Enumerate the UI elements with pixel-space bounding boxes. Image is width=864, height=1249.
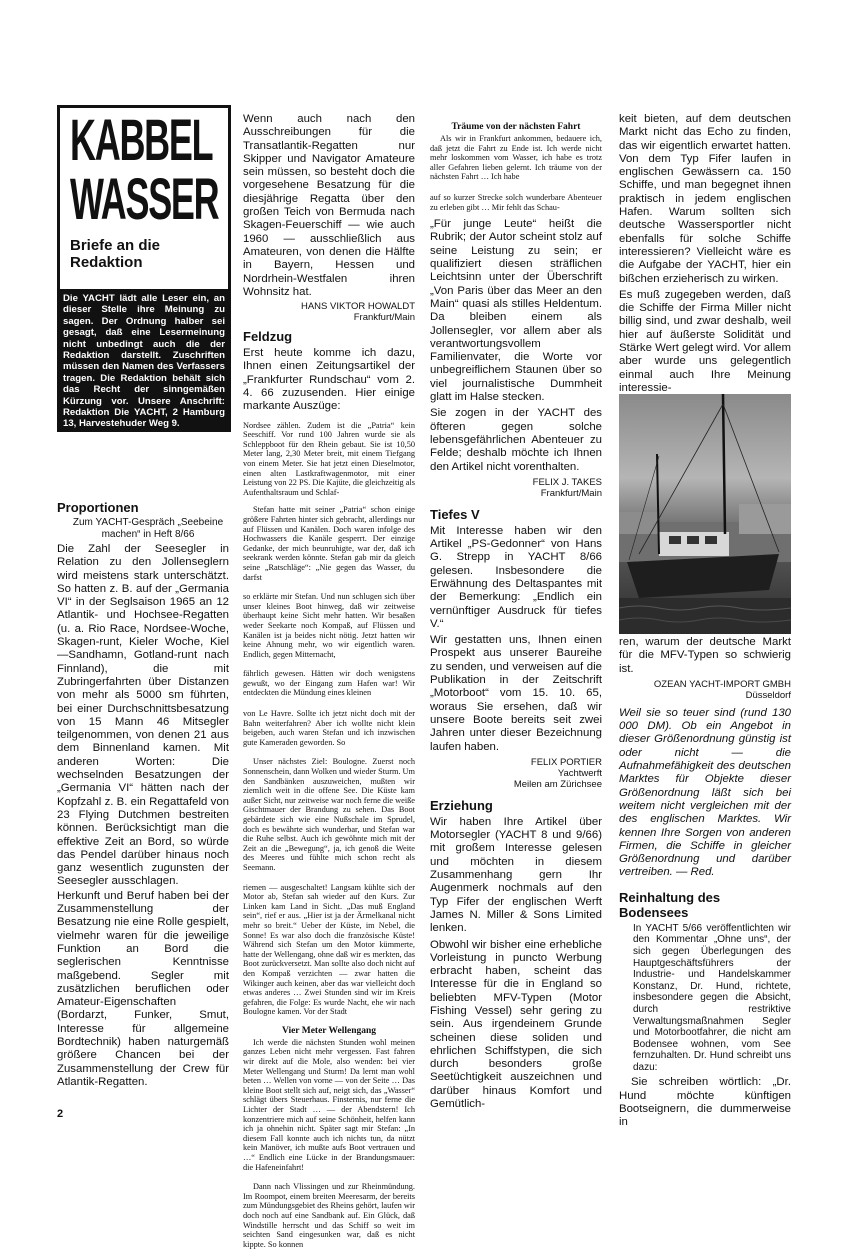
section-heading-proportionen: Proportionen (57, 500, 139, 515)
bodensee-para-1: Sie schreiben wörtlich: „Dr. Hund möchte künftigen Bootseignern, die dummerweise in (619, 1076, 791, 1129)
erziehung-para-4: Es muß zugegeben werden, daß die Schiffe der Firma Miller nicht billig sind, und zwar deshalb, weil hier auf äußerste Solidität und Stärke Wert gelegt wird. Vor allem aber wurde uns gelegentlich einmal auch Ihre Meinung interessie- (619, 288, 791, 394)
erziehung-para-5: ren, warum der deutsche Markt für die MFV-Typen so schwierig ist. (619, 636, 791, 675)
feldzug-para-1: „Für junge Leute“ heißt die Rubrik; der Autor scheint stolz auf seine Leistung zu sein; er qualifiziert diesen sträflichen Leichtsinn unter der Überschrift „Von Paris über das Meer an den Main“ quasi als stilles Heldentum. Da bleiben einem als Jollensegler, vor allem aber als verantwortungsvollem Familienvater, die Worte vor unbegreiflichem Staunen über so viel journalistische Dummheit glatt im Halse stecken. (430, 218, 602, 404)
signature-line2: Yachtwerft (557, 767, 602, 779)
bodensee-intro: In YACHT 5/66 veröffentlichten wir den Kommentar „Ohne uns“, der sich gegen Überlegungen des Hauptgeschäftsführers der Industrie- und Handelskammer Konstanz, Dr. Hund, richtete, insbesondere gegen die Absicht, durch restriktive Verwaltungsmaßnahmen Segler und Motorbootfahrer, die nicht am Bodensee wohnen, vom See fernzuhalten. Dr. Hund schreibt uns dazu: (633, 922, 791, 1073)
signature-name: FELIX PORTIER (530, 756, 602, 768)
masthead-title-line2: WASSER (70, 167, 219, 232)
column-4 (619, 113, 791, 395)
signature-name: OZEAN YACHT-IMPORT GMBH (653, 678, 791, 690)
tiefes-v-para-2: Wir gestatten uns, Ihnen einen Prospekt aus unserer Baureihe zu senden, und verweisen auf die Publikation in der Zeitschrift „Motorboot“ vom 15. 10. 65, woraus Sie ersehen, daß wir unsere Boote bereits seit zwei Jahren unter dieser Bezeichnung laufen haben. (430, 634, 602, 753)
erziehung-para-2: Obwohl wir bisher eine erhebliche Vorleistung in puncto Werbung erbracht haben, scheint das Interesse für die in England so beliebten MFV-Typen (Motor Fishing Vessel) sehr gering zu sein. Aus irgendeinem Grunde scheinen diese soliden und ehrlichen Schiffstypen, die sich durch besonders große Seetüchtigkeit auszeichnen und darüber hinaus Komfort und Gemütlich- (430, 938, 602, 1111)
editor-reply: Weil sie so teuer sind (rund 130 000 DM). Ob ein Angebot in dieser Größenordnung günstig ist oder nicht — die Aufnahmefähigkeit des deutschen Marktes für Objekte dieser Größenordnung läßt sich bei weitem nicht vergleichen mit der des englischen Marktes. Wir kennen Ihre Sorgen von anderen Firmen, die Schiffe in gleicher Größenordnung und darüber vertreiben. — Red. (619, 706, 791, 879)
newspaper-clip-3: so erklärte mir Stefan. Und nun schlugen sich über unser kleines Boot hinweg, daß wir zeitweise überhaupt keine Sicht mehr hatten. Wir besaßen weder Seekarte noch Kompaß, auf Flüssen und Kanälen ist ja beides nicht nötig. Jetzt hatten wir keine Ahnung mehr, wo wir eigentlich waren. Endlich, gegen Mitternacht, (243, 592, 415, 659)
newspaper-clip-8: Ich werde die nächsten Stunden wohl meinen ganzes Leben nicht mehr vergessen. Fast fahren wir direkt auf die Mole, also wenden: bei vier Meter Wellengang und Sturm! Da lernt man wohl beten … Wellen von vorne — von der Seite … Das kleine Boot stellt sich auf, neigt sich, das „Wasser“ schlägt übers Steuerhaus. Finsternis, nur ferne die Lichter der Stadt … — der Abendstern! Ich konzentriere mich auf seine Schönheit, helfen kann ich ja ohnehin nicht. Später sagt mir Stefan: „In diesem Fall konnte auch ich nichts tun, da nützt kein Manöver, ich mußte aufs Boot vertrauen und …“ Endlich eine Lücke in der Brandungsmauer: die Hafeneinfahrt! (243, 1037, 415, 1172)
signature-howaldt (243, 301, 415, 323)
newspaper-clip-4: fährlich gewesen. Hätten wir doch wenigstens gewußt, wo der Eingang zum Hafen war! Wir entdeckten die Mündung eines kleinen (243, 669, 415, 698)
section-heading-tiefes-v: Tiefes V (430, 506, 480, 522)
tiefes-v-para-1: Mit Interesse haben wir den Artikel „PS-Gedonner“ von Hans G. Strepp in YACHT 8/66 gelesen. Insbesondere die Erwähnung des Deltaspantes mit der Bemerkung: „Endlich ein vernünftiger Ausdruck für tiefes V.“ (430, 524, 602, 630)
masthead-notice-text: Die YACHT lädt alle Leser ein, an dieser Stelle ihre Meinung zu sagen. Der Ordnung halber sei gesagt, daß eine Lesermeinung nicht unbedingt auch die der Redaktion darstellt. Zuschriften müssen den Namen des Verfassers tragen. Die Redaktion behält sich das Recht der sinngemäßen Kürzung vor. Unsere Anschrift: Redaktion Die YACHT, 2 Hamburg 13, Harvestehuder Weg 9. (63, 293, 225, 430)
newspaper-clip-2: Stefan hatte mit seiner „Patria“ schon einige größere Fahrten hinter sich gebracht, allerdings nur auf Flüssen und Kanälen. Doch waren infolge des Hochwassers die Kanäle gesperrt. Der einzige Gedanke, der mich beunruhigte, war der, daß ich seekrank werden könnte. Stefan gab mir da gleich seine „Ratschläge“: „Nie gegen das Wasser, du darfst (243, 505, 415, 582)
masthead-subtitle: Briefe an die Redaktion (70, 237, 161, 271)
column-2 (243, 113, 415, 1249)
masthead-title (60, 108, 228, 252)
newspaper-clip-5: von Le Havre. Sollte ich jetzt nicht doch mit der Bahn weiterfahren? Aber ich wollte nicht klein beigeben, auch waren Stefan und ich inzwischen gute Kameraden geworden. So (243, 709, 415, 747)
ship-photo-drawing (619, 394, 791, 634)
feldzug-intro: Erst heute komme ich dazu, Ihnen einen Zeitungsartikel der „Frankfurter Rundschau“ vom 2. 4. 66 zuzusenden. Hier einige markante Auszüge: (243, 347, 415, 413)
howaldt-para: Wenn auch nach den Ausschreibungen für die Transatlantik-Regatten nur Skipper und Navigator Amateure sein müssen, so besteht doch die vorgesehene Besatzung für die diesjährige Regatta über den großen Teich von Bermuda nach Skagen-Feuerschiff — wie auch 1960 — ausschließlich aus Amateuren, von denen die Hälfte in Bayern, Hessen und Nordrhein-Westfalen ihren Wohnsitz hat. (243, 113, 415, 298)
newspaper-clip-9: Dann nach Vlissingen und zur Rheinmündung. Im Roompot, einem breiten Meeresarm, der bereits zum Mündungsgebiet des Rheins gehört, laufen wir doch noch auf eine Sandbank auf. Ein Glück, daß Windstille herrscht und das Schiff so weit im seichten Sand eingesunken war, daß es nicht kippte. So konnen (243, 1182, 415, 1249)
signature-place: Frankfurt/Main (353, 312, 415, 324)
newspaper-clip-6: Unser nächstes Ziel: Boulogne. Zuerst noch Sonnenschein, dann Wolken und wieder Sturm. Um den Sandbänken auszuweichen, mußten wir ziemlich weit in die offene See. Die Küste kam außer Sicht, nur zeitweise war noch ferne die weiße Gischtmauer der Brandung zu sehen. Das Boot gebärdete sich wie eine Nußschale im Sprudel, doch es bewährte sich wunderbar, und Stefan war die Ruhe selbst. Auch ich gewöhnte mich mit der Zeit an die „Bewegung“, ja, ich genoß die Weite des Meeres und fühlte mich schon recht als Seemann. (243, 757, 416, 872)
signature-place: Frankfurt/Main (540, 487, 602, 499)
section-heading-bodensee: Reinhaltung des Bodensees (619, 889, 721, 920)
page-number: 2 (57, 1108, 64, 1120)
col3-clip-2: auf so kurzer Strecke solch wunderbare Abenteuer zu erleben gibt … Mir fehlt das Schau- (430, 192, 602, 212)
newspaper-clip-8-heading: Vier Meter Wellengang (281, 1025, 377, 1036)
column-4-lower (619, 636, 791, 1130)
proportionen-para-2: Herkunft und Beruf haben bei der Zusammenstellung der Besatzung nie eine Rolle gespielt, vielmehr waren für die jeweilige Funktion an Bord die seglerischen Kenntnisse maßgebend. Segler mit zusätzlichen beruflichen oder Amateur-Eigenschaften (Bordarzt, Funker, Smut, Interesse für allgemeine Bordtechnik) haben naturgemäß größere Chancen bei der Zusammenstellung der Crew für Atlantik-Regatten. (57, 889, 229, 1088)
column-3 (430, 122, 602, 1111)
signature-name: HANS VIKTOR HOWALDT (300, 301, 415, 313)
ship-photo (619, 394, 791, 634)
proportionen-intro: Zum YACHT-Gespräch „Seebeine machen“ in Heft 8/66 (72, 517, 224, 540)
column-1 (57, 500, 229, 1089)
masthead-notice (57, 289, 231, 432)
section-heading-erziehung: Erziehung (430, 797, 493, 813)
signature-portier (430, 757, 602, 790)
feldzug-para-2: Sie zogen in der YACHT des öfteren gegen solche lebensgefährlichen Abenteuer zu Felde; deshalb möchte ich Ihnen den Artikel nicht vorenthalten. (430, 407, 602, 473)
section-heading-feldzug: Feldzug (243, 329, 293, 345)
newspaper-clip-7: riemen — ausgeschaltet! Langsam kühlte sich der Motor ab, Stefan sah wieder auf den Kurs. Zur Linken kam Land in Sicht. „Das muß England sein“, rief er aus. „Hier ist ja der Ärmelkanal nicht mehr so breit.“ Ueber der Küste, im Nebel, die Sonne! Es war also doch die französische Küste! Während sich Stefan um den Motor kümmerte, hatte der Wellengang, ohne daß wir es merkten, das Boot zurückversetzt. Man sollte also doch nicht auf den Kompaß verzichten — zwar hatten die Wikinger auch keinen, aber das war vielleicht doch etwas anderes … Zwei Stunden sind wir im Kreis gefahren, die Folge: Es wurde Nacht, ehe wir nach Boulogne kamen. Vor der Stadt (243, 882, 415, 1017)
signature-name: FELIX J. TAKES (532, 476, 602, 488)
erziehung-para-3: keit bieten, auf dem deutschen Markt nicht das Echo zu finden, das wir eigentlich erwartet hatten. Von dem Typ Fifer laufen in englischen Gewässern ca. 150 Schiffe, und man begegnet ihnen praktisch in jedem englischen Hafen. Warum sollten sich deutsche Wassersportler nicht ebenfalls für solche Schiffe interessieren? Vielleicht wäre es die Aufgabe der YACHT, hier ein bißchen erzieherisch zu wirken. (619, 113, 791, 285)
signature-place: Meilen am Zürichsee (513, 778, 602, 790)
signature-ozean (619, 679, 791, 701)
masthead-title-line1: KABBEL (70, 108, 213, 173)
signature-takes (430, 477, 602, 499)
newspaper-clip-1: Nordsee zählen. Zudem ist die „Patria“ kein Seeschiff. Vor rund 100 Jahren wurde sie als Schleppboot für den Rhein gebaut. Sie ist 10,50 Meter lang, 2,30 Meter breit, mit einem Tiefgang von einem Meter. Sie hat jetzt einen Dieselmotor, einen alten Lastkraftwagenmotor, mit einer Leistung von 22 PS. Die Kajüte, die gleichzeitig als Aufenthaltsraum und Schlaf- (243, 420, 415, 497)
signature-place: Düsseldorf (745, 689, 791, 701)
proportionen-para-1: Die Zahl der Seesegler in Relation zu den Jollenseglern wird meistens stark unterschätzt. So hatten z. B. auf der „Germania VI“ in der Seglsaison 1965 an 12 Atlantik- und Hochsee-Regatten (u. a. Rio Race, Nordsee-Woche, Skagen-runt, Kieler Woche, Kiel—Sandhamn, Gotland-runt nach Finnland), die mit Zubringerfahrten über Distanzen von mehr als 5000 sm führten, bei einer Durchschnittsbesatzung von 15 Mann 46 Mitsegler teilgenommen, von denen 21 aus dem Binnenland kamen. Mit anderen Worten: Die wechselnden Besatzungen der „Germania VI“ hätten nach der Kopfzahl z. B. ein Regattafeld von 23 Flying Dutchmen bestreiten können. Berücksichtigt man die effektive Zeit an Bord, so würde das Pendel darüber hinaus noch ganz wesentlich zugunsten der Seesegler ausschlagen. (57, 543, 229, 888)
erziehung-para-1: Wir haben Ihre Artikel über Motorsegler (YACHT 8 und 9/66) mit großem Interesse gelesen und möchten in diesem Zusammenhang gern Ihr Augenmerk nochmals auf den Typ Fifer der englischen Werft James N. Miller & Sons Limited lenken. (430, 815, 602, 935)
newspaper-clip-heading: Träume von der nächsten Fahrt (451, 122, 581, 132)
col3-clip-1: Als wir in Frankfurt ankommen, bedauere ich, daß jetzt die Fahrt zu Ende ist. Ich werde nicht mehr loskommen vom Wasser, ich habe es trotz aller Gefahren lieben gelernt. Ich träume von der nächsten Fahrt … Ich habe (430, 134, 602, 182)
